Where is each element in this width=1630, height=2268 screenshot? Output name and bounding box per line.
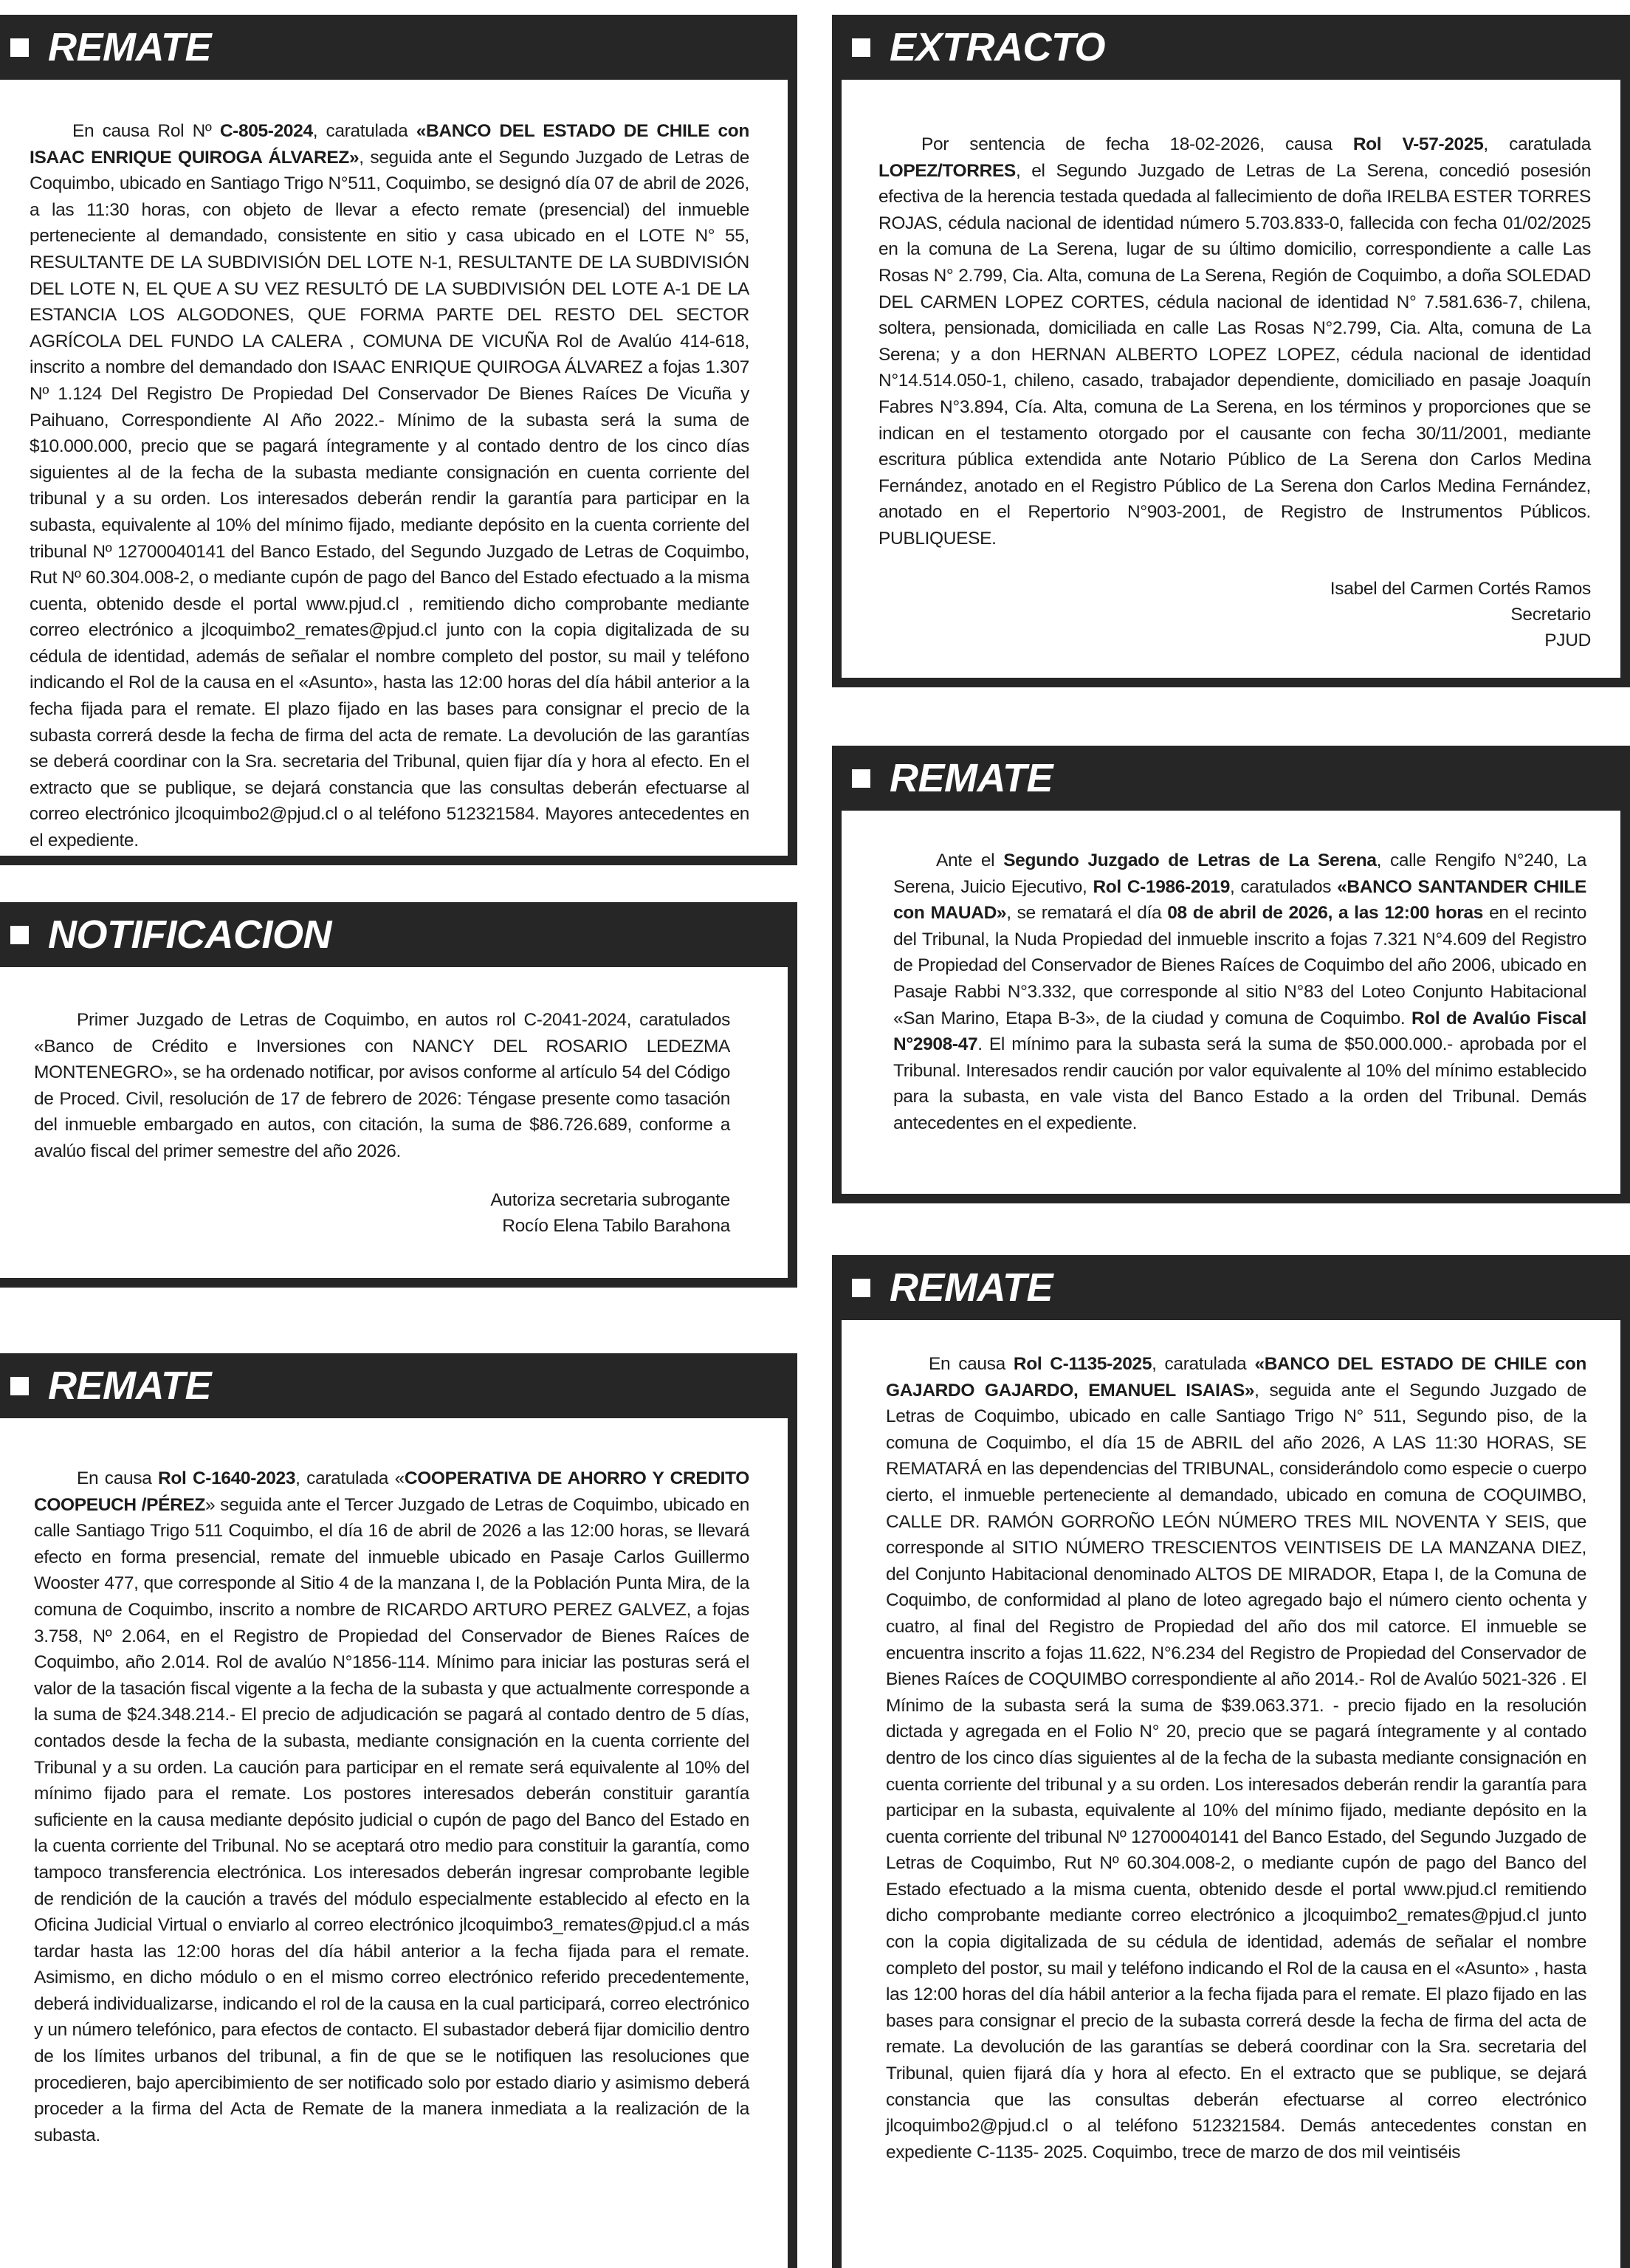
notice-extracto — [832, 15, 1630, 687]
notice-text: En causa Rol Nº C-805-2024, caratulada «BANCO DEL ESTADO DE CHILE con ISAAC ENRIQUE QUIROGA ÁLVAREZ», seguida ante el Segundo Juzgado de Letras de Coquimbo, ubicado en Santiago Trigo N°511, Coquimbo, se designó día 07 de abril de 2026, a las 11:30 horas, con objeto de llevar a efecto remate (presencial) del inmueble perteneciente al demandado, consistente en sitio y casa ubicado en el LOTE N° 55, RESULTANTE DE LA SUBDIVISIÓN DEL LOTE N-1, RESULTANTE DE LA SUBDIVISIÓN DEL LOTE N, EL QUE A SU VEZ RESULTÓ DE LA SUBDIVISIÓN DEL LOTE A-1 DE LA ESTANCIA LOS ALGODONES, QUE FORMA PARTE DEL RESTO DEL SECTOR AGRÍCOLA DEL FUNDO LA CALERA , COMUNA DE VICUÑA Rol de Avalúo 414-618, inscrito a nombre del demandado don ISAAC ENRIQUE QUIROGA ÁLVAREZ a fojas 1.307 Nº 1.124 Del Registro De Propiedad Del Conservador De Bienes Raíces De Vicuña y Paihuano, Correspondiente Al Año 2022.- Mínimo de la subasta será la suma de $10.000.000, precio que se pagará íntegramente y al contado dentro de los cinco días siguientes al de la fecha de la subasta mediante consignación en cuenta corriente del tribunal y a su orden. Los interesados deberán rendir la garantía para participar en la subasta, equivalente al 10% del mínimo fijado, mediante depósito en la cuenta corriente del tribunal Nº 12700040141 del Banco Estado, del Segundo Juzgado de Letras de Coquimbo, Rut Nº 60.304.008-2, o mediante cupón de pago del Banco del Estado efectuado a la misma cuenta, obtenido desde el portal www.pjud.cl , remitiendo dicho comprobante mediante correo electrónico a jlcoquimbo2_remates@pjud.cl junto con la copia digitalizada de su cédula de identidad, además de señalar el nombre completo del postor, su mail y teléfono indicando el Rol de la causa en el «Asunto», hasta las 12:00 horas del día hábil anterior a la fecha fijada para el remate. El plazo fijado en las bases para consignar el precio de la subasta correrá desde la fecha de firma del acta de remate. La devolución de las garantías se deberá coordinar con la Sra. secretaria del Tribunal, quien fijar día y hora al efecto. En el extracto que se publique, se dejará constancia que las consultas deberán efectuarse al correo electrónico jlcoquimbo2@pjud.cl o al teléfono 512321584. Mayores antecedentes en el expediente. — [30, 121, 750, 851]
notice-header — [842, 746, 1620, 811]
notice-remate-2 — [0, 1353, 797, 2268]
square-bullet-icon — [10, 1377, 29, 1395]
signature-name: Isabel del Carmen Cortés Ramos — [1330, 578, 1591, 599]
square-bullet-icon — [852, 1279, 870, 1297]
signature-line: Autoriza secretaria subrogante — [490, 1189, 730, 1210]
notice-header — [0, 15, 788, 80]
notice-remate-4 — [832, 1255, 1630, 2268]
signature-name: Rocío Elena Tabilo Barahona — [502, 1215, 730, 1236]
notice-header — [0, 902, 788, 967]
notice-title: REMATE — [48, 1364, 211, 1408]
signature-org: PJUD — [1544, 630, 1591, 650]
notice-remate-1 — [0, 15, 797, 865]
notice-title: NOTIFICACION — [48, 913, 331, 957]
notice-text: Primer Juzgado de Letras de Coquimbo, en autos rol C-2041-2024, caratulados «Banco de Crédito e Inversiones con NANCY DEL ROSARIO LEDEZMA MONTENEGRO», se ha ordenado notificar, por avisos conforme al artículo 54 del Código de Proced. Civil, resolución de 17 de febrero de 2026: Téngase presente como tasación del inmueble embargado en autos, con citación, la suma de $86.726.689, conforme a avalúo fiscal del primer semestre del año 2026. — [34, 1010, 730, 1161]
notice-text: En causa Rol C-1640-2023, caratulada «COOPERATIVA DE AHORRO Y CREDITO COOPEUCH /PÉREZ» seguida ante el Tercer Juzgado de Letras de Coquimbo, ubicado en calle Santiago Trigo 511 Coquimbo, el día 16 de abril de 2026 a las 12:00 horas, se llevará efecto en forma presencial, remate del inmueble ubicado en Pasaje Carlos Guillermo Wooster 477, que corresponde al Sitio 4 de la manzana I, de la Población Punta Mira, de la comuna de Coquimbo, inscrito a nombre de RICARDO ARTURO PEREZ GALVEZ, a fojas 3.758, Nº 2.064, en el Registro de Propiedad del Conservador de Bienes Raíces de Coquimbo, año 2.014. Rol de avalúo N°1856-114. Mínimo para iniciar las posturas será el valor de la tasación fiscal vigente a la fecha de la subasta y que actualmente corresponde a la suma de $24.348.214.- El precio de adjudicación se pagará al contado dentro de 5 días, contados desde la fecha de la subasta, mediante consignación en la cuenta corriente del Tribunal y a su orden. La caución para participar en el remate será equivalente al 10% del mínimo fijado para el remate. Los postores interesados deberán constituir garantía suficiente en la causa mediante depósito judicial o cupón de pago del Banco del Estado en la cuenta corriente del Tribunal. No se aceptará otro medio para constituir la garantía, como tampoco transferencia electrónica. Los interesados deberán ingresar comprobante legible de rendición de la caución a través del módulo especialmente establecido al efecto en la Oficina Judicial Virtual o enviarlo al correo electrónico jlcoquimbo3_remates@pjud.cl a más tardar hasta las 12:00 horas del día hábil anterior a la fecha fijada para el remate. Asimismo, en dicho módulo o en el mismo correo electrónico referido precedentemente, deberá individualizarse, indicando el rol de la causa en la cual participará, correo electrónico y un número telefónico, para efectos de contacto. El subastador deberá fijar domicilio dentro de los límites urbanos del tribunal, a fin de que se le notifiquen las resoluciones que procedieren, bajo apercibimiento de ser notificado solo por estado diario y asimismo deberá proceder a la firma del Acta de Remate de la manera inmediata a la realización de la subasta. — [34, 1468, 749, 2145]
notice-title: REMATE — [890, 1265, 1053, 1310]
square-bullet-icon — [10, 926, 29, 944]
notice-text: Por sentencia de fecha 18-02-2026, causa Rol V-57-2025, caratulada LOPEZ/TORRES, el Segundo Juzgado de Letras de La Serena, concedió posesión efectiva de la herencia testada quedada al fallecimiento de doña IRELBA ESTER TORRES ROJAS, cédula nacional de identidad número 5.703.833-0, fallecida con fecha 01/02/2025 en la comuna de La Serena, lugar de su último domicilio, correspondiente a calle Las Rosas N° 2.799, Cia. Alta, comuna de La Serena, Región de Coquimbo, a doña SOLEDAD DEL CARMEN LOPEZ CORTES, cédula nacional de identidad N° 7.581.636-7, chilena, soltera, pensionada, domiciliada en calle Las Rosas N°2.799, Cia. Alta, comuna de La Serena; y a don HERNAN ALBERTO LOPEZ LOPEZ, cédula nacional de identidad N°14.514.050-1, chileno, casado, trabajador dependiente, domiciliado en pasaje Joaquín Fabres N°3.894, Cía. Alta, comuna de La Serena, en los términos y proporciones que se indican en el testamento otorgado por el causante con fecha 30/11/2001, mediante escritura pública extendida ante Notario Público de La Serena don Carlos Medina Fernández, anotado en el Registro Público de La Serena don Carlos Medina Fernández, anotado en el Repertorio N°903-2001, de Registro de Instrumentos Públicos. PUBLIQUESE. — [878, 134, 1591, 549]
notice-text: En causa Rol C-1135-2025, caratulada «BANCO DEL ESTADO DE CHILE con GAJARDO GAJARDO, EMANUEL ISAIAS», seguida ante el Segundo Juzgado de Letras de Coquimbo, ubicado en calle Santiago Trigo N° 511, Segundo piso, de la comuna de Coquimbo, el día 15 de ABRIL del año 2026, A LAS 11:30 HORAS, SE REMATARÁ en las dependencias del TRIBUNAL, considerándolo como especie o cuerpo cierto, el inmueble perteneciente al demandado, ubicado en comuna de COQUIMBO, CALLE DR. RAMÓN GORROÑO LEÓN NÚMERO TRES MIL NOVENTA Y SEIS, que corresponde al SITIO NÚMERO TRESCIENTOS VEINTISEIS DE LA MANZANA DIEZ, del Conjunto Habitacional denominado ALTOS DE MIRADOR, Etapa I, de la Comuna de Coquimbo, de conformidad al plano de loteo agregado bajo el número ciento ochenta y cuatro, al final del Registro de Propiedad del año dos mil catorce. El inmueble se encuentra inscrito a fojas 11.622, N°6.234 del Registro de Propiedad del Conservador de Bienes Raíces de COQUIMBO correspondiente al año 2014.- Rol de Avalúo 5021-326 . El Mínimo de la subasta será la suma de $39.063.371. - precio fijado en la resolución dictada y agregada en el Folio N° 20, precio que se pagará íntegramente y al contado dentro de los cinco días siguientes al de la fecha de la subasta mediante consignación en cuenta corriente del tribunal y a su orden. Los interesados deberán rendir la garantía para participar en la subasta, equivalente al 10% del mínimo fijado, mediante depósito en la cuenta corriente del tribunal Nº 12700040141 del Banco Estado, del Segundo Juzgado de Letras de Coquimbo, Rut Nº 60.304.008-2, o mediante cupón de pago del Banco del Estado efectuado a la misma cuenta, obtenido desde el portal www.pjud.cl remitiendo dicho comprobante mediante correo electrónico a jlcoquimbo2_remates@pjud.cl junto con la copia digitalizada de su cédula de identidad, además de señalar el nombre completo del postor, su mail y teléfono indicando el Rol de la causa en el «Asunto» , hasta las 12:00 horas del día hábil anterior a la fecha fijada para el remate. El plazo fijado en las bases para consignar el precio de la subasta correrá desde la fecha de firma del acta de remate. La devolución de las garantías se deberá coordinar con la Sra. secretaria del Tribunal, quien fijará día y hora al efecto. En el extracto que se publique, se dejará constancia que las consultas deberán efectuarse al correo electrónico jlcoquimbo2@pjud.cl o al teléfono 512321584. Demás antecedentes constan en expediente C-1135- 2025. Coquimbo, trece de marzo de dos mil veintiséis — [886, 1354, 1586, 2162]
square-bullet-icon — [852, 38, 870, 57]
notice-header — [842, 1255, 1620, 1320]
notice-title: EXTRACTO — [890, 25, 1106, 69]
notice-text: Ante el Segundo Juzgado de Letras de La Serena, calle Rengifo N°240, La Serena, Juicio Ejecutivo, Rol C-1986-2019, caratulados «BANCO SANTANDER CHILE con MAUAD», se rematará el día 08 de abril de 2026, a las 12:00 horas en el recinto del Tribunal, la Nuda Propiedad del inmueble inscrito a fojas 7.321 N°4.609 del Registro de Propiedad del Conservador de Bienes Raíces de Coquimbo del año 2006, ubicado en Pasaje Rabbi N°3.332, que corresponde al sitio N°83 del Loteo Conjunto Habitacional «San Marino, Etapa B-3», de la ciudad y comuna de Coquimbo. Rol de Avalúo Fiscal N°2908-47. El mínimo para la subasta será la suma de $50.000.000.- aprobada por el Tribunal. Interesados rendir caución por valor equivalente al 10% del mínimo establecido para la subasta, en vale vista del Banco Estado a la orden del Tribunal. Demás antecedentes en el expediente. — [893, 850, 1587, 1133]
notice-header — [842, 15, 1620, 80]
signature-role: Secretario — [1510, 604, 1591, 625]
notice-remate-3 — [832, 746, 1630, 1203]
square-bullet-icon — [852, 769, 870, 788]
notice-title: REMATE — [890, 756, 1053, 800]
notice-title: REMATE — [48, 25, 211, 69]
square-bullet-icon — [10, 38, 29, 57]
notice-header — [0, 1353, 788, 1418]
notice-notificacion — [0, 902, 797, 1288]
